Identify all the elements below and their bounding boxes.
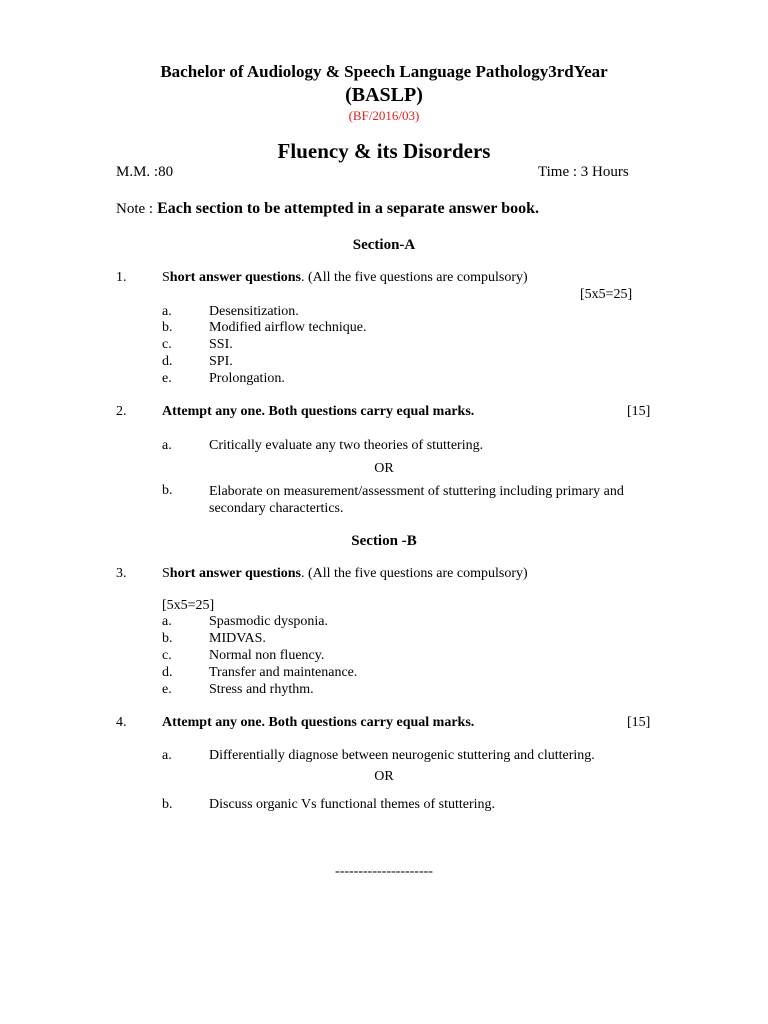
q4-a-letter: a. — [162, 748, 172, 763]
note-prefix: Note : — [116, 201, 154, 217]
q4-number: 4. — [116, 715, 127, 730]
q4-text: Attempt any one. Both questions carry equal marks. — [162, 715, 475, 730]
note-line — [116, 200, 539, 218]
q1-item-letter: d. — [162, 354, 173, 369]
q1-lead-s: S — [162, 270, 170, 285]
end-rule: --------------------- — [335, 864, 433, 879]
q4-b-text: Discuss organic Vs functional themes of stuttering. — [209, 797, 496, 812]
max-marks: M.M. :80 — [116, 164, 174, 180]
q1-text — [162, 270, 528, 286]
q1-item-text: SSI. — [209, 337, 233, 352]
q2-marks: [15] — [627, 404, 651, 419]
q2-text: Attempt any one. Both questions carry equal marks. — [162, 404, 475, 419]
q3-item-text: Normal non fluency. — [209, 648, 325, 663]
q4-or: OR — [374, 769, 394, 784]
q1-number: 1. — [116, 270, 127, 285]
q1-item-text: Modified airflow technique. — [209, 320, 367, 335]
course-title: Bachelor of Audiology & Speech Language Pathology3rdYear — [160, 62, 608, 81]
q1-rest: . (All the five questions are compulsory) — [301, 270, 528, 285]
section-a-title: Section-A — [352, 237, 416, 253]
q2-or: OR — [374, 461, 394, 476]
q2-a-text: Critically evaluate any two theories of stuttering. — [209, 438, 484, 453]
q3-item-letter: c. — [162, 648, 172, 663]
subject-title: Fluency & its Disorders — [277, 139, 491, 163]
q4-b-letter: b. — [162, 797, 173, 812]
q1-item-text: SPI. — [209, 354, 233, 369]
q3-item-text: MIDVAS. — [209, 631, 266, 646]
exam-time: Time : 3 Hours — [538, 164, 629, 180]
q3-number: 3. — [116, 566, 127, 581]
q3-text — [162, 566, 528, 582]
q1-item-letter: e. — [162, 371, 172, 386]
q3-item-letter: d. — [162, 665, 173, 680]
q3-marks: [5x5=25] — [162, 598, 215, 613]
q2-a-letter: a. — [162, 438, 172, 453]
q2-b-letter: b. — [162, 483, 173, 498]
course-abbreviation: (BASLP) — [345, 84, 423, 106]
q1-item-text: Desensitization. — [209, 304, 299, 319]
q3-item-letter: b. — [162, 631, 173, 646]
q2-b-text: Elaborate on measurement/assessment of stuttering including primary and secondary charactertics. — [209, 484, 624, 516]
q1-item-letter: a. — [162, 304, 172, 319]
q2-number: 2. — [116, 404, 127, 419]
note-text: Each section to be attempted in a separate answer book. — [157, 200, 539, 217]
section-b-title: Section -B — [351, 533, 417, 549]
q1-lead-bold: hort answer questions — [169, 270, 301, 285]
q3-lead-bold: hort answer questions — [169, 566, 301, 581]
q1-item-text: Prolongation. — [209, 371, 285, 386]
q4-a-text: Differentially diagnose between neurogenic stuttering and cluttering. — [209, 748, 595, 763]
q3-lead-s: S — [162, 566, 170, 581]
q3-item-text: Stress and rhythm. — [209, 682, 314, 697]
q4-marks: [15] — [627, 715, 651, 730]
q3-item-letter: e. — [162, 682, 172, 697]
q1-marks: [5x5=25] — [580, 287, 633, 302]
q1-item-letter: b. — [162, 320, 173, 335]
q3-item-text: Spasmodic dysponia. — [209, 614, 328, 629]
q3-rest: . (All the five questions are compulsory) — [301, 566, 528, 581]
paper-code: (BF/2016/03) — [348, 108, 420, 123]
q1-item-letter: c. — [162, 337, 172, 352]
q3-item-letter: a. — [162, 614, 172, 629]
q3-item-text: Transfer and maintenance. — [209, 665, 358, 680]
